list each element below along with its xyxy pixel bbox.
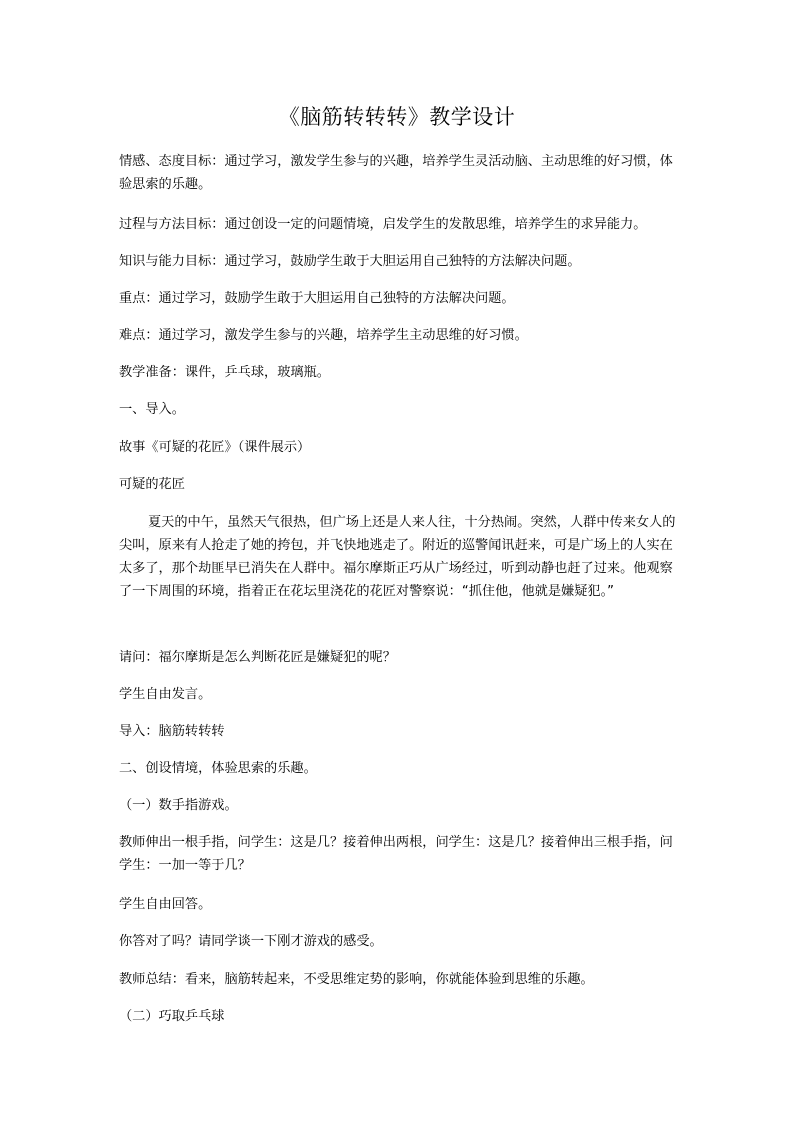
paragraph-key-point: 重点：通过学习，鼓励学生敢于大胆运用自己独特的方法解决问题。 xyxy=(119,291,515,306)
section-heading-introduction: 一、导入。 xyxy=(119,402,185,417)
subsection-heading-ping-pong: （二）巧取乒乓球 xyxy=(119,1009,225,1024)
paragraph-question: 请问：福尔摩斯是怎么判断花匠是嫌疑犯的呢？ xyxy=(119,650,396,665)
story-body: 夏天的中午，虽然天气很热，但广场上还是人来人往，十分热闹。突然，人群中传来女人的尖叫，原来有人抢走了她的挎包，并飞快地逃走了。附近的巡警闻讯赶来，可是广场上的人实在太多了，那个劫匪早已消失在人群中。福尔摩斯正巧从广场经过，听到动静也赶了过来。他观察了一下周围的环境，指着正在花坛里浇花的花匠对警察说：“抓住他，他就是嫌疑犯。” xyxy=(119,515,676,599)
story-title: 可疑的花匠 xyxy=(119,477,185,492)
section-heading-scenario: 二、创设情境，体验思索的乐趣。 xyxy=(119,761,317,776)
paragraph-student-speak: 学生自由发言。 xyxy=(119,687,212,702)
subsection-heading-finger-game: （一）数手指游戏。 xyxy=(119,798,238,813)
document-title: 《脑筋转转转》教学设计 xyxy=(278,105,516,129)
paragraph-knowledge-goal: 知识与能力目标：通过学习，鼓励学生敢于大胆运用自己独特的方法解决问题。 xyxy=(119,254,581,269)
paragraph-lead-in: 导入：脑筋转转转 xyxy=(119,724,225,739)
paragraph-student-answer: 学生自由回答。 xyxy=(119,897,212,912)
paragraph-difficult-point: 难点：通过学习，激发学生参与的兴趣，培养学生主动思维的好习惯。 xyxy=(119,328,528,343)
paragraph-reflection: 你答对了吗？请同学谈一下刚才游戏的感受。 xyxy=(119,934,383,949)
paragraph-preparation: 教学准备：课件，乒乓球，玻璃瓶。 xyxy=(119,365,330,380)
paragraph-finger-game: 教师伸出一根手指，问学生：这是几？接着伸出两根，问学生：这是几？接着伸出三根手指，问学生：一加一等于几？ xyxy=(119,835,673,873)
paragraph-story-reference: 故事《可疑的花匠》（课件展示） xyxy=(119,440,311,455)
paragraph-emotion-goal: 情感、态度目标：通过学习，激发学生参与的兴趣，培养学生灵活动脑、主动思维的好习惯，体验思索的乐趣。 xyxy=(119,154,673,192)
paragraph-teacher-summary: 教师总结：看来，脑筋转起来，不受思维定势的影响，你就能体验到思维的乐趣。 xyxy=(119,972,594,987)
paragraph-process-goal: 过程与方法目标：通过创设一定的问题情境，启发学生的发散思维，培养学生的求异能力。 xyxy=(119,217,647,232)
